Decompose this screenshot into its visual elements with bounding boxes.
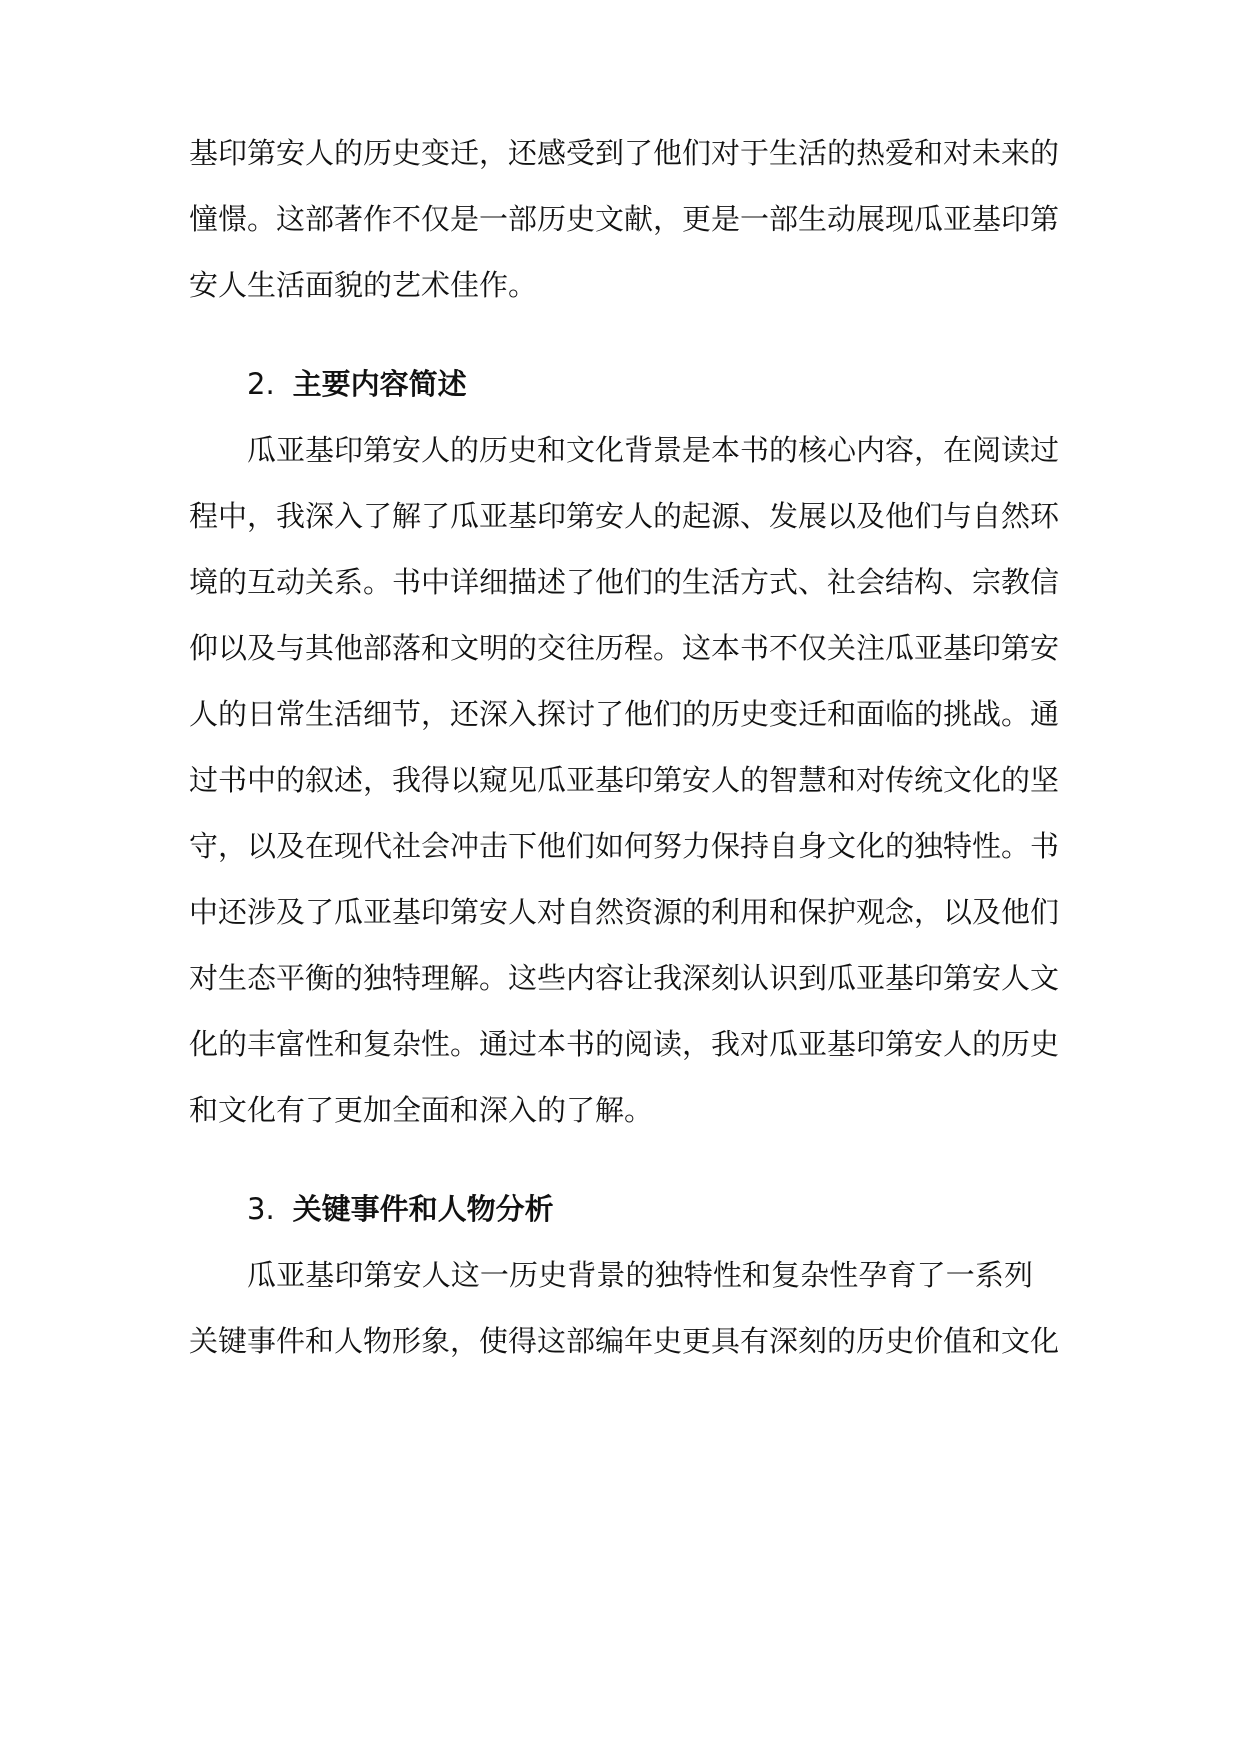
paragraph-line: 憧憬。这部著作不仅是一部历史文献，更是一部生动展现瓜亚基印第 bbox=[189, 202, 1060, 236]
paragraph-line: 过书中的叙述，我得以窥见瓜亚基印第安人的智慧和对传统文化的坚 bbox=[189, 763, 1060, 797]
section-heading-2 bbox=[247, 359, 467, 409]
section-number: 2. bbox=[247, 367, 275, 401]
paragraph-line: 守，以及在现代社会冲击下他们如何努力保持自身文化的独特性。书 bbox=[189, 829, 1060, 863]
section-heading-3 bbox=[247, 1184, 554, 1234]
paragraph-line: 和文化有了更加全面和深入的了解。 bbox=[189, 1093, 654, 1127]
section-number: 3. bbox=[247, 1192, 275, 1226]
paragraph-line: 对生态平衡的独特理解。这些内容让我深刻认识到瓜亚基印第安人文 bbox=[189, 961, 1060, 995]
section-title: 关键事件和人物分析 bbox=[292, 1192, 554, 1226]
paragraph-line: 境的互动关系。书中详细描述了他们的生活方式、社会结构、宗教信 bbox=[189, 565, 1060, 599]
paragraph-line: 程中，我深入了解了瓜亚基印第安人的起源、发展以及他们与自然环 bbox=[189, 499, 1060, 533]
paragraph-line: 瓜亚基印第安人的历史和文化背景是本书的核心内容，在阅读过 bbox=[247, 433, 1060, 467]
paragraph-line: 中还涉及了瓜亚基印第安人对自然资源的利用和保护观念，以及他们 bbox=[189, 895, 1060, 929]
paragraph-line: 瓜亚基印第安人这一历史背景的独特性和复杂性孕育了一系列 bbox=[247, 1258, 1033, 1292]
paragraph-line: 仰以及与其他部落和文明的交往历程。这本书不仅关注瓜亚基印第安 bbox=[189, 631, 1060, 665]
section-title: 主要内容简述 bbox=[292, 367, 467, 401]
paragraph-line: 化的丰富性和复杂性。通过本书的阅读，我对瓜亚基印第安人的历史 bbox=[189, 1027, 1060, 1061]
paragraph-line: 基印第安人的历史变迁，还感受到了他们对于生活的热爱和对未来的 bbox=[189, 136, 1060, 170]
paragraph-line: 安人生活面貌的艺术佳作。 bbox=[189, 268, 538, 302]
paragraph-line: 关键事件和人物形象，使得这部编年史更具有深刻的历史价值和文化 bbox=[189, 1324, 1060, 1358]
paragraph-line: 人的日常生活细节，还深入探讨了他们的历史变迁和面临的挑战。通 bbox=[189, 697, 1060, 731]
